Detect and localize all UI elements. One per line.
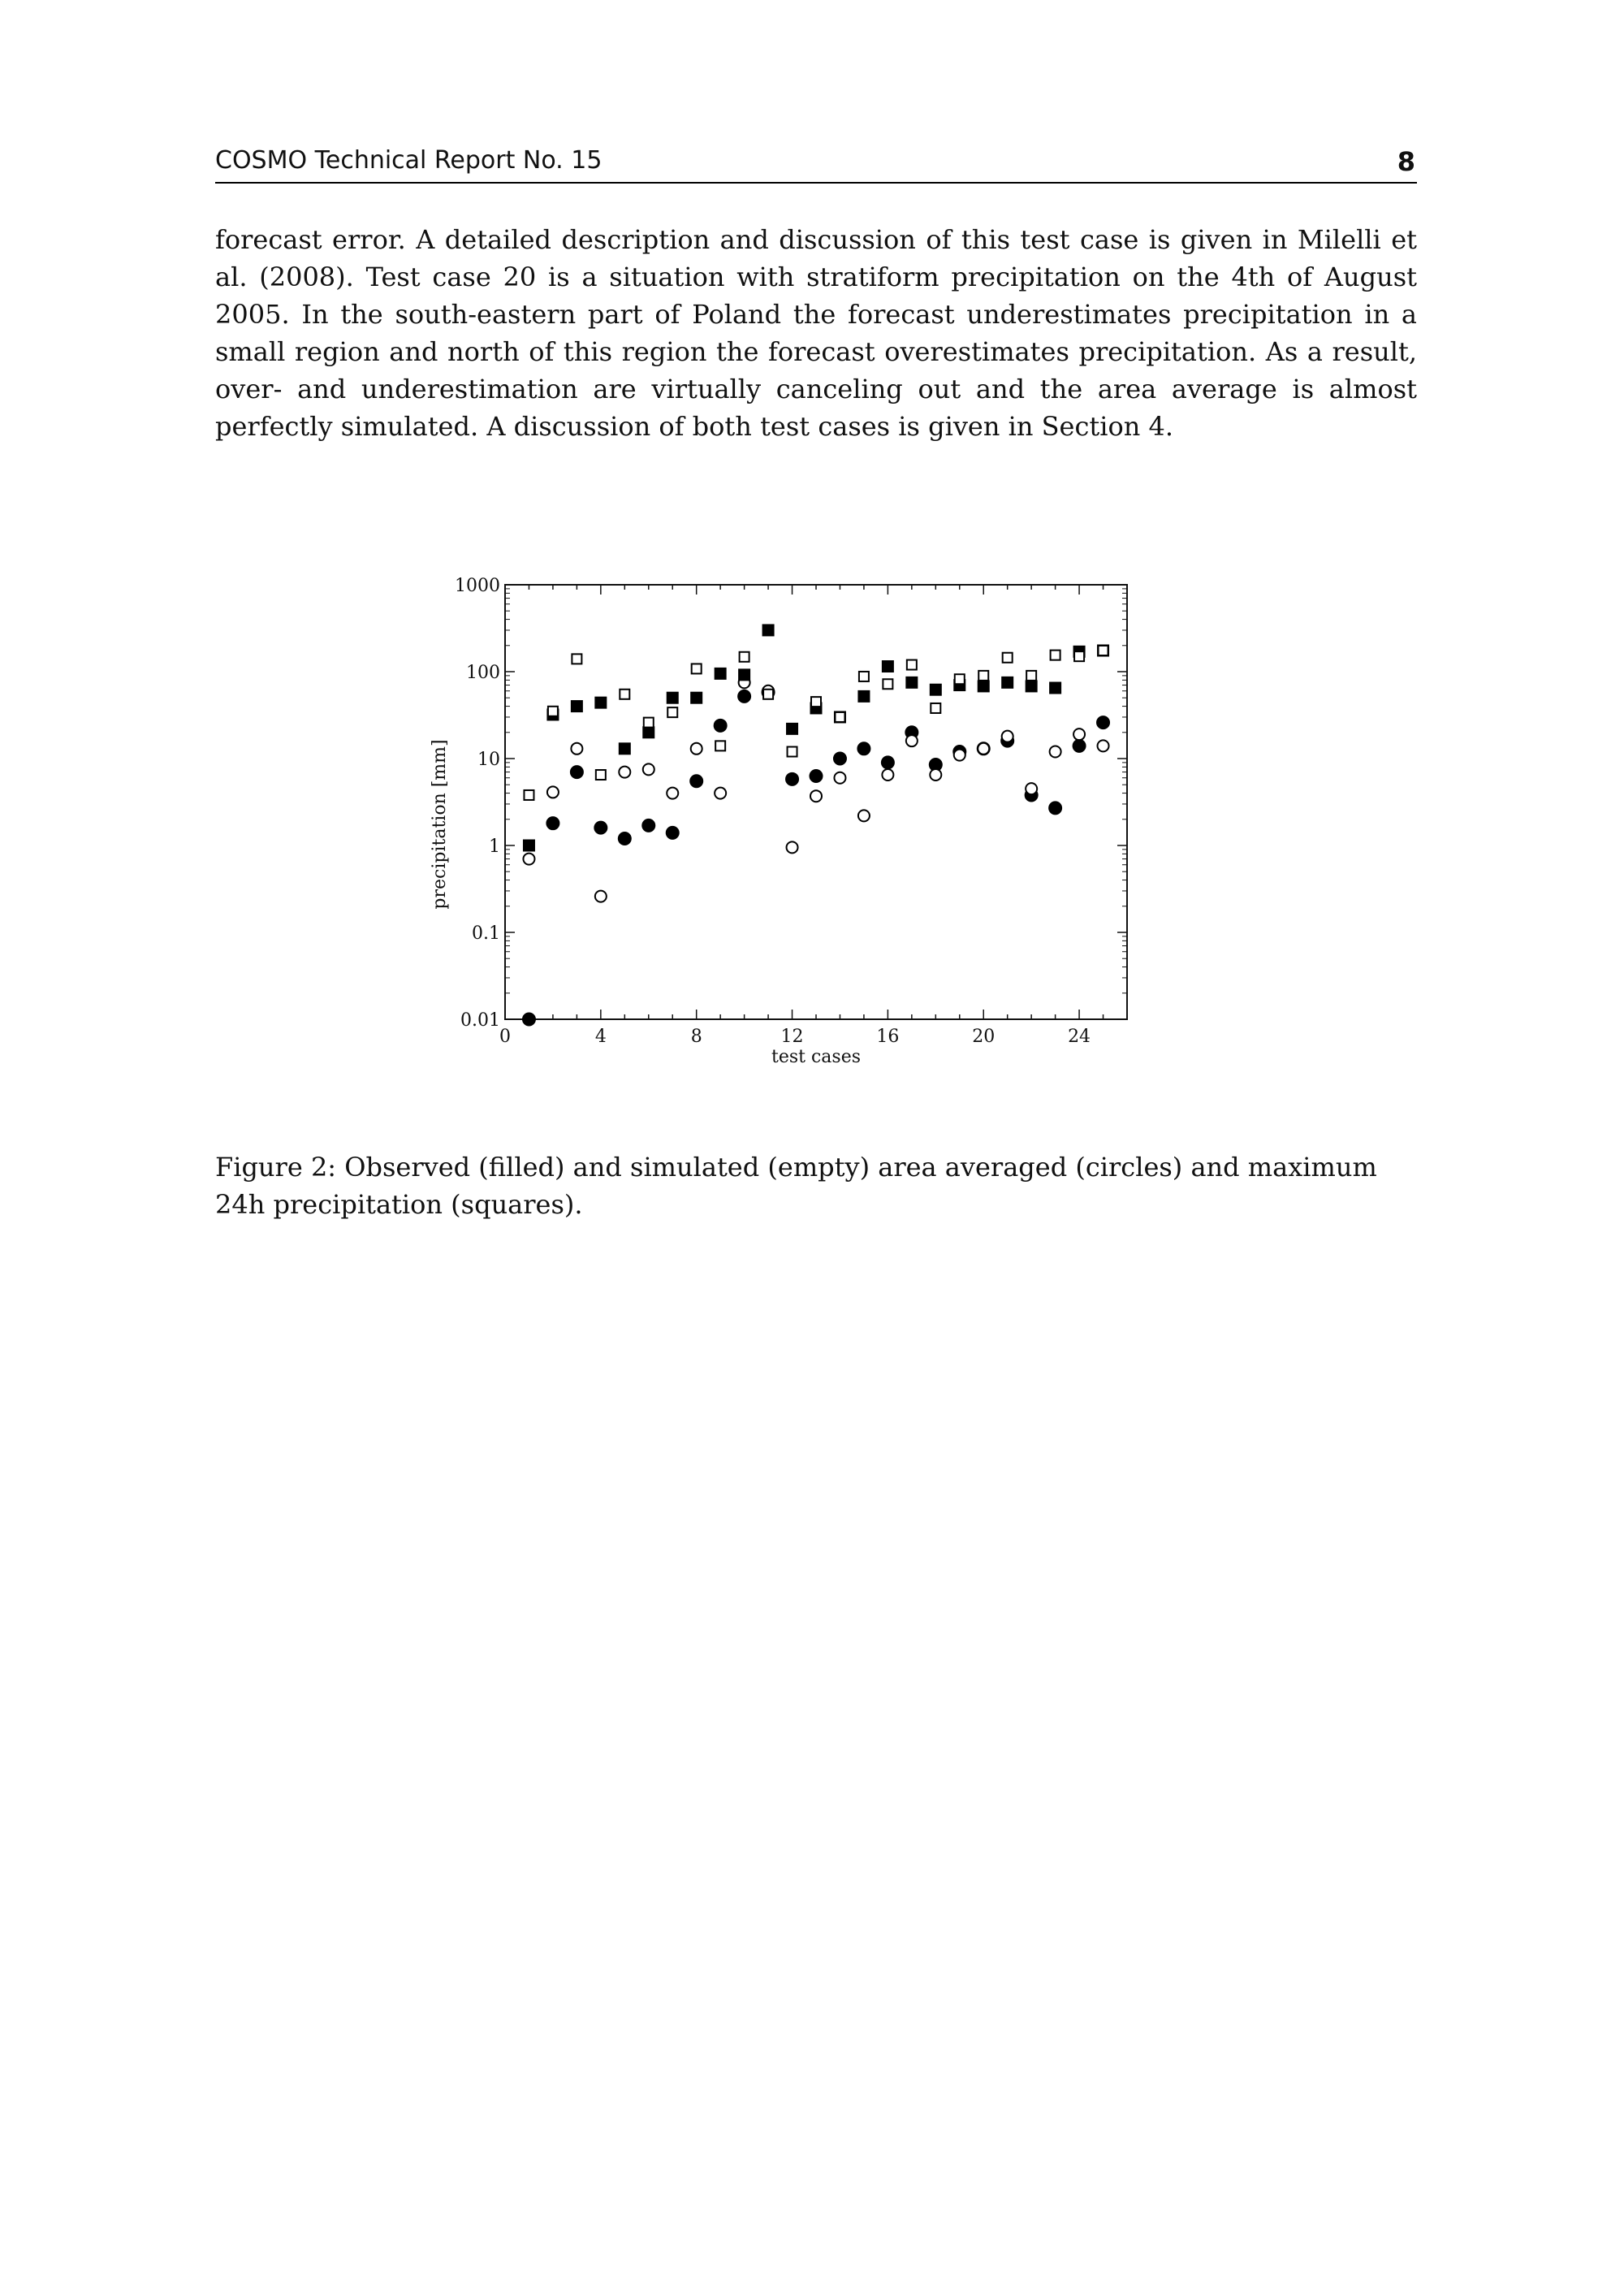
observed-area-average-point	[594, 822, 607, 834]
observed-maximum-point	[978, 681, 989, 691]
simulated-area-average-point	[1050, 746, 1061, 758]
report-title: COSMO Technical Report No. 15	[215, 146, 603, 175]
simulated-maximum-point	[811, 697, 821, 707]
simulated-maximum-point	[620, 690, 629, 699]
simulated-maximum-point	[524, 790, 533, 800]
simulated-maximum-point	[548, 707, 558, 716]
observed-maximum-point	[620, 743, 630, 754]
figure-caption: Figure 2: Observed (filled) and simulated (empty) area averaged (circles) and maximum 24h precipitation (squares).	[215, 1152, 1377, 1220]
simulated-area-average-point	[643, 763, 654, 775]
observed-area-average-point	[786, 773, 798, 785]
observed-area-average-point	[619, 832, 631, 845]
simulated-maximum-point	[931, 703, 940, 713]
observed-area-average-point	[857, 742, 870, 755]
simulated-area-average-point	[1098, 740, 1109, 751]
simulated-maximum-point	[1003, 653, 1013, 663]
y-axis-label: precipitation [mm]	[430, 739, 450, 910]
observed-area-average-point	[1073, 740, 1086, 752]
simulated-maximum-point	[667, 707, 677, 717]
observed-maximum-point	[858, 691, 869, 702]
simulated-area-average-point	[571, 743, 582, 755]
simulated-maximum-point	[1074, 651, 1084, 661]
x-tick-label: 4	[594, 1027, 607, 1047]
simulated-area-average-point	[858, 810, 870, 821]
observed-area-average-point	[690, 775, 702, 787]
simulated-maximum-point	[715, 741, 725, 750]
simulated-maximum-point	[1051, 651, 1060, 660]
observed-maximum-point	[739, 669, 749, 680]
simulated-maximum-point	[644, 718, 654, 728]
simulated-area-average-point	[667, 788, 678, 799]
x-tick-label: 8	[690, 1027, 702, 1047]
observed-maximum-point	[691, 693, 702, 703]
simulated-maximum-point	[955, 674, 965, 684]
y-tick-label: 0.01	[460, 1010, 500, 1031]
body-paragraph: forecast error. A detailed description and discussion of this test case is given in Milelli et al. (2008). Test case 20 is a situation with stratiform precipitation on the 4th of August 2005. In the south-eastern part of Poland the forecast underestimates precipitation in a small region and north of this region the forecast overestimates precipitation. As a result, over- and underestimation are virtually canceling out and the area average is almost perfectly simulated. A discussion of both test cases is given in Section 4.	[215, 224, 1417, 442]
observed-area-average-point	[642, 819, 654, 832]
simulated-area-average-point	[715, 788, 726, 799]
simulated-area-average-point	[1026, 783, 1037, 794]
y-tick-label: 0.1	[472, 923, 500, 944]
running-header	[215, 143, 1417, 184]
simulated-area-average-point	[930, 769, 941, 780]
observed-maximum-point	[643, 727, 654, 737]
x-tick-label: 16	[876, 1027, 900, 1047]
simulated-maximum-point	[572, 654, 581, 664]
observed-area-average-point	[715, 720, 727, 732]
observed-maximum-point	[787, 724, 797, 734]
simulated-maximum-point	[1026, 671, 1036, 681]
observed-area-average-point	[571, 766, 583, 778]
x-tick-label: 12	[780, 1027, 804, 1047]
simulated-area-average-point	[619, 767, 630, 778]
observed-area-average-point	[882, 756, 894, 768]
observed-maximum-point	[763, 625, 774, 635]
simulated-maximum-point	[763, 690, 773, 699]
simulated-maximum-point	[907, 660, 917, 670]
y-tick-label: 10	[477, 750, 500, 770]
simulated-maximum-point	[978, 671, 988, 681]
simulated-maximum-point	[692, 664, 702, 673]
observed-maximum-point	[524, 841, 534, 851]
observed-maximum-point	[667, 693, 678, 703]
observed-area-average-point	[810, 770, 823, 782]
simulated-maximum-point	[859, 672, 869, 681]
x-tick-label: 24	[1068, 1027, 1091, 1047]
simulated-area-average-point	[1002, 731, 1013, 742]
observed-maximum-point	[715, 668, 726, 679]
observed-area-average-point	[1049, 802, 1061, 814]
observed-maximum-point	[883, 661, 893, 672]
simulated-area-average-point	[834, 772, 845, 784]
precipitation-scatter-chart	[406, 552, 1153, 1080]
simulated-area-average-point	[523, 854, 534, 865]
observed-area-average-point	[1097, 716, 1109, 729]
simulated-maximum-point	[740, 652, 749, 662]
observed-maximum-point	[931, 685, 941, 695]
y-tick-label: 1	[489, 837, 500, 857]
x-tick-label: 0	[499, 1027, 511, 1047]
simulated-area-average-point	[978, 743, 989, 755]
simulated-area-average-point	[547, 786, 559, 798]
observed-maximum-point	[595, 698, 606, 708]
simulated-maximum-point	[596, 770, 606, 780]
y-tick-label: 100	[466, 663, 500, 683]
observed-area-average-point	[667, 827, 679, 839]
precipitation-figure	[406, 552, 1153, 1080]
observed-maximum-point	[1026, 681, 1037, 691]
observed-area-average-point	[738, 690, 750, 703]
simulated-maximum-point	[835, 712, 844, 722]
simulated-area-average-point	[787, 841, 798, 853]
y-tick-label: 1000	[455, 576, 500, 596]
x-tick-label: 20	[972, 1027, 996, 1047]
simulated-area-average-point	[882, 769, 893, 780]
observed-maximum-point	[572, 701, 582, 711]
simulated-maximum-point	[883, 679, 892, 689]
observed-area-average-point	[834, 753, 846, 765]
observed-maximum-point	[1002, 677, 1013, 688]
simulated-maximum-point	[1099, 646, 1108, 655]
simulated-area-average-point	[691, 743, 702, 755]
simulated-area-average-point	[906, 735, 918, 746]
page-number: 8	[1397, 146, 1415, 177]
observed-maximum-point	[906, 677, 917, 688]
simulated-area-average-point	[954, 750, 965, 761]
observed-maximum-point	[1050, 683, 1060, 694]
observed-area-average-point	[546, 817, 559, 829]
simulated-maximum-point	[788, 747, 797, 757]
simulated-area-average-point	[1073, 729, 1085, 740]
simulated-area-average-point	[595, 891, 607, 902]
simulated-area-average-point	[810, 790, 822, 802]
x-axis-label: test cases	[771, 1047, 862, 1067]
observed-area-average-point	[523, 1014, 535, 1026]
